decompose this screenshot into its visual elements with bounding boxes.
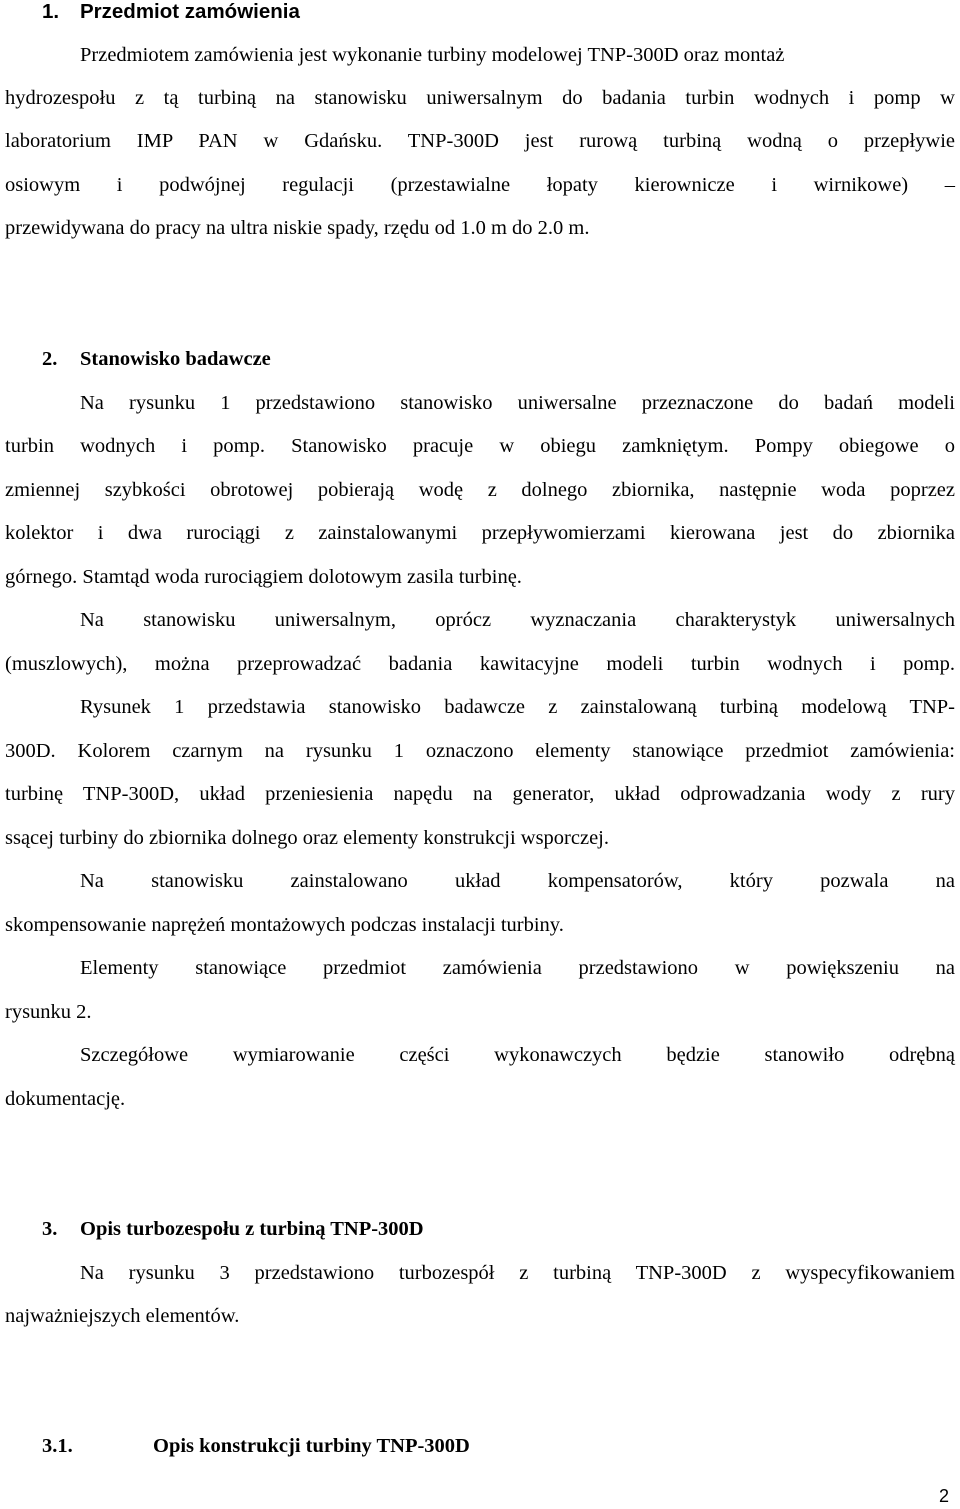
paragraph-line: hydrozespołu z tą turbiną na stanowisku uniwersalnym do badania turbin wodnych i pomp w [5, 87, 955, 109]
paragraph-line: Na stanowisku uniwersalnym, oprócz wyznaczania charakterystyk uniwersalnych [80, 609, 955, 631]
paragraph-line: rysunku 2. [5, 1001, 92, 1023]
section-1-number: 1. [42, 0, 60, 23]
paragraph-line: osiowym i podwójnej regulacji (przestawialne łopaty kierownicze i wirnikowe) – [5, 174, 955, 196]
paragraph-line: laboratorium IMP PAN w Gdańsku. TNP-300D jest rurową turbiną wodną o przepływie [5, 130, 955, 152]
paragraph-line: Rysunek 1 przedstawia stanowisko badawcze z zainstalowaną turbiną modelową TNP- [80, 696, 955, 718]
section-3-number: 3. [42, 1218, 58, 1240]
section-3-1-title: Opis konstrukcji turbiny TNP-300D [153, 1435, 470, 1457]
section-2-number: 2. [42, 348, 58, 370]
paragraph-line: turbin wodnych i pomp. Stanowisko pracuje w obiegu zamkniętym. Pompy obiegowe o [5, 435, 955, 457]
paragraph-line: najważniejszych elementów. [5, 1305, 240, 1327]
section-1-title: Przedmiot zamówienia [80, 0, 300, 23]
paragraph-line: zmiennej szybkości obrotowej pobierają wodę z dolnego zbiornika, następnie woda poprzez [5, 479, 955, 501]
section-3-1-number: 3.1. [42, 1435, 73, 1457]
paragraph-line: Przedmiotem zamówienia jest wykonanie turbiny modelowej TNP-300D oraz montaż [80, 44, 785, 66]
paragraph-line: Na rysunku 3 przedstawiono turbozespół z turbiną TNP-300D z wyspecyfikowaniem [80, 1262, 955, 1284]
page-number: 2 [939, 1486, 950, 1506]
section-2-title: Stanowisko badawcze [80, 348, 271, 370]
paragraph-line: przewidywana do pracy na ultra niskie spady, rzędu od 1.0 m do 2.0 m. [5, 217, 590, 239]
paragraph-line: górnego. Stamtąd woda rurociągiem dolotowym zasila turbinę. [5, 566, 522, 588]
paragraph-line: turbinę TNP-300D, układ przeniesienia napędu na generator, układ odprowadzania wody z rury [5, 783, 955, 805]
section-3-title: Opis turbozespołu z turbiną TNP-300D [80, 1218, 424, 1240]
paragraph-line: kolektor i dwa rurociągi z zainstalowanymi przepływomierzami kierowana jest do zbiornika [5, 522, 955, 544]
paragraph-line: Na stanowisku zainstalowano układ kompensatorów, który pozwala na [80, 870, 955, 892]
paragraph-line: skompensowanie naprężeń montażowych podczas instalacji turbiny. [5, 914, 564, 936]
paragraph-line: Elementy stanowiące przedmiot zamówienia przedstawiono w powiększeniu na [80, 957, 955, 979]
paragraph-line: 300D. Kolorem czarnym na rysunku 1 oznaczono elementy stanowiące przedmiot zamówienia: [5, 740, 955, 762]
paragraph-line: (muszlowych), można przeprowadzać badania kawitacyjne modeli turbin wodnych i pomp. [5, 653, 955, 675]
paragraph-line: Na rysunku 1 przedstawiono stanowisko uniwersalne przeznaczone do badań modeli [80, 392, 955, 414]
paragraph-line: Szczegółowe wymiarowanie części wykonawczych będzie stanowiło odrębną [80, 1044, 955, 1066]
paragraph-line: dokumentację. [5, 1088, 126, 1110]
paragraph-line: ssącej turbiny do zbiornika dolnego oraz elementy konstrukcji wsporczej. [5, 827, 609, 849]
